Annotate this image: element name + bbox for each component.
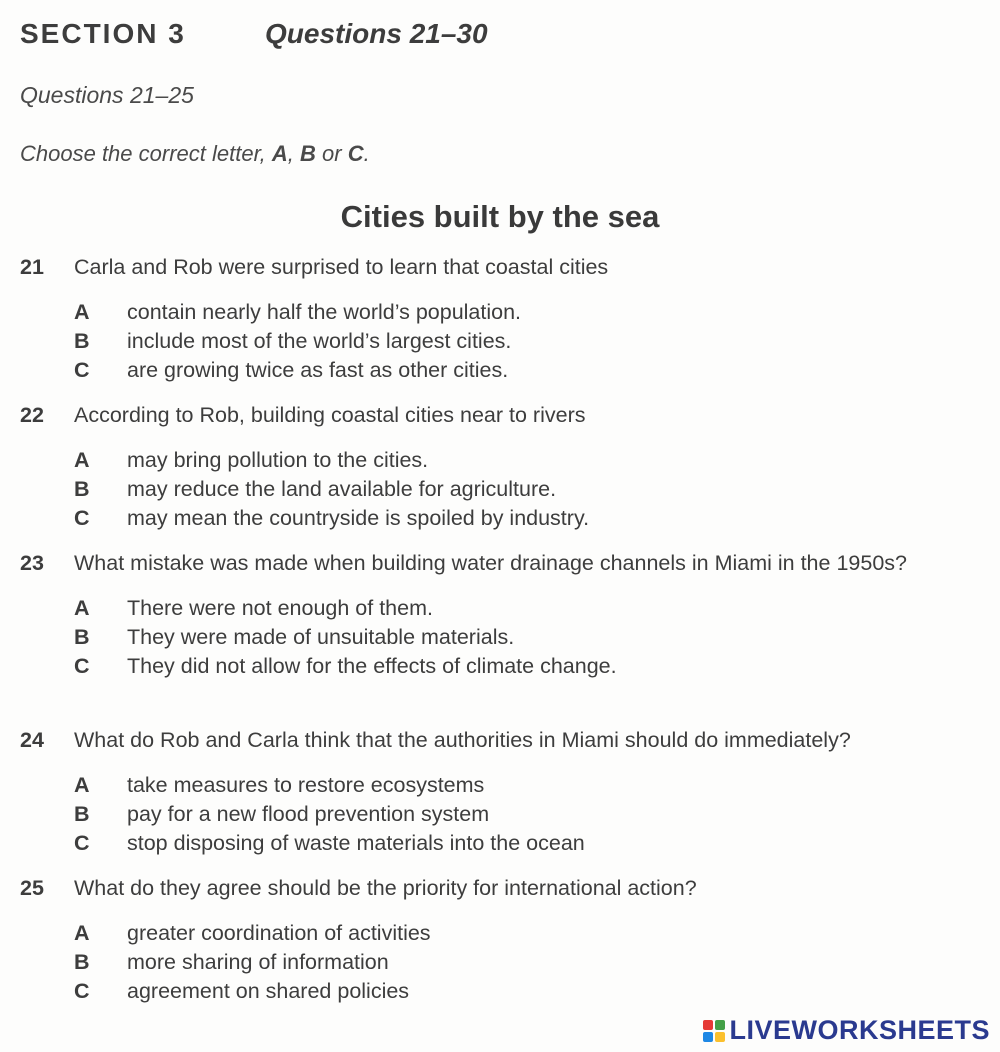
question-21 <box>20 253 980 385</box>
option-a[interactable] <box>20 446 980 475</box>
option-letter: A <box>74 448 90 472</box>
question-stem <box>20 253 980 282</box>
option-text: include most of the world’s largest cities. <box>127 329 512 353</box>
option-text: greater coordination of activities <box>127 921 431 945</box>
logo-square-blue <box>703 1032 713 1042</box>
option-letter: B <box>74 477 90 501</box>
question-text: Carla and Rob were surprised to learn that coastal cities <box>74 255 609 279</box>
question-text: What mistake was made when building water drainage channels in Miami in the 1950s? <box>74 551 907 575</box>
option-text: They did not allow for the effects of climate change. <box>127 654 617 678</box>
option-text: are growing twice as fast as other cities. <box>127 358 509 382</box>
option-letter: B <box>74 950 90 974</box>
option-letter: A <box>74 596 90 620</box>
option-text: There were not enough of them. <box>127 596 433 620</box>
section-heading: SECTION 3 <box>20 18 186 49</box>
liveworksheets-logo-icon <box>703 1020 725 1042</box>
options-list <box>20 594 980 681</box>
question-text: What do they agree should be the priority for international action? <box>74 876 697 900</box>
option-a[interactable] <box>20 594 980 623</box>
question-23 <box>20 549 980 681</box>
option-letter: A <box>74 921 90 945</box>
option-letter: B <box>74 625 90 649</box>
question-number: 25 <box>20 876 44 900</box>
option-letter: A <box>74 773 90 797</box>
option-text: stop disposing of waste materials into the ocean <box>127 831 585 855</box>
options-list <box>20 919 980 1006</box>
option-text: may bring pollution to the cities. <box>127 448 429 472</box>
worksheet-title: Cities built by the sea <box>340 199 660 234</box>
instruction-sep: , <box>287 141 301 166</box>
question-stem <box>20 401 980 430</box>
question-number: 23 <box>20 551 44 575</box>
option-a[interactable] <box>20 919 980 948</box>
option-c[interactable] <box>20 977 980 1006</box>
question-22 <box>20 401 980 533</box>
options-list <box>20 298 980 385</box>
question-24 <box>20 726 980 858</box>
question-stem <box>20 726 980 755</box>
logo-square-green <box>715 1020 725 1030</box>
option-b[interactable] <box>20 623 980 652</box>
logo-square-red <box>703 1020 713 1030</box>
option-text: more sharing of information <box>127 950 389 974</box>
instruction-letter-c: C <box>347 141 364 166</box>
question-number: 22 <box>20 403 44 427</box>
option-c[interactable] <box>20 829 980 858</box>
option-letter: C <box>74 358 90 382</box>
option-letter: C <box>74 831 90 855</box>
option-a[interactable] <box>20 298 980 327</box>
option-letter: C <box>74 979 90 1003</box>
logo-square-yellow <box>715 1032 725 1042</box>
question-stem <box>20 549 910 578</box>
option-b[interactable] <box>20 800 980 829</box>
option-c[interactable] <box>20 356 980 385</box>
question-25 <box>20 874 980 1006</box>
question-text: What do Rob and Carla think that the authorities in Miami should do immediately? <box>74 728 851 752</box>
instruction-letter-a: A <box>271 141 288 166</box>
instruction-prefix: Choose the correct letter, <box>20 141 272 166</box>
option-a[interactable] <box>20 771 980 800</box>
options-list <box>20 446 980 533</box>
options-list <box>20 771 980 858</box>
liveworksheets-logo[interactable] <box>703 1015 990 1046</box>
option-text: agreement on shared policies <box>127 979 410 1003</box>
option-text: pay for a new flood prevention system <box>127 802 490 826</box>
option-b[interactable] <box>20 475 980 504</box>
option-letter: C <box>74 506 90 530</box>
option-text: may mean the countryside is spoiled by industry. <box>127 506 590 530</box>
option-text: may reduce the land available for agriculture. <box>127 477 557 501</box>
question-stem <box>20 874 980 903</box>
liveworksheets-logo-text: LIVEWORKSHEETS <box>729 1015 990 1045</box>
question-number: 24 <box>20 728 44 752</box>
option-c[interactable] <box>20 504 980 533</box>
sub-questions-range: Questions 21–25 <box>20 82 194 108</box>
option-text: They were made of unsuitable materials. <box>127 625 515 649</box>
instruction-text <box>20 141 370 167</box>
option-letter: B <box>74 802 90 826</box>
option-letter: A <box>74 300 90 324</box>
question-text: According to Rob, building coastal cities near to rivers <box>74 403 586 427</box>
option-c[interactable] <box>20 652 980 681</box>
option-letter: B <box>74 329 90 353</box>
option-letter: C <box>74 654 90 678</box>
questions-range-heading: Questions 21–30 <box>265 18 488 49</box>
question-number: 21 <box>20 255 44 279</box>
instruction-letter-b: B <box>300 141 316 166</box>
option-b[interactable] <box>20 948 980 977</box>
instruction-or: or <box>315 141 348 166</box>
option-text: contain nearly half the world’s population. <box>127 300 522 324</box>
option-text: take measures to restore ecosystems <box>127 773 485 797</box>
option-b[interactable] <box>20 327 980 356</box>
instruction-end: . <box>363 141 370 166</box>
